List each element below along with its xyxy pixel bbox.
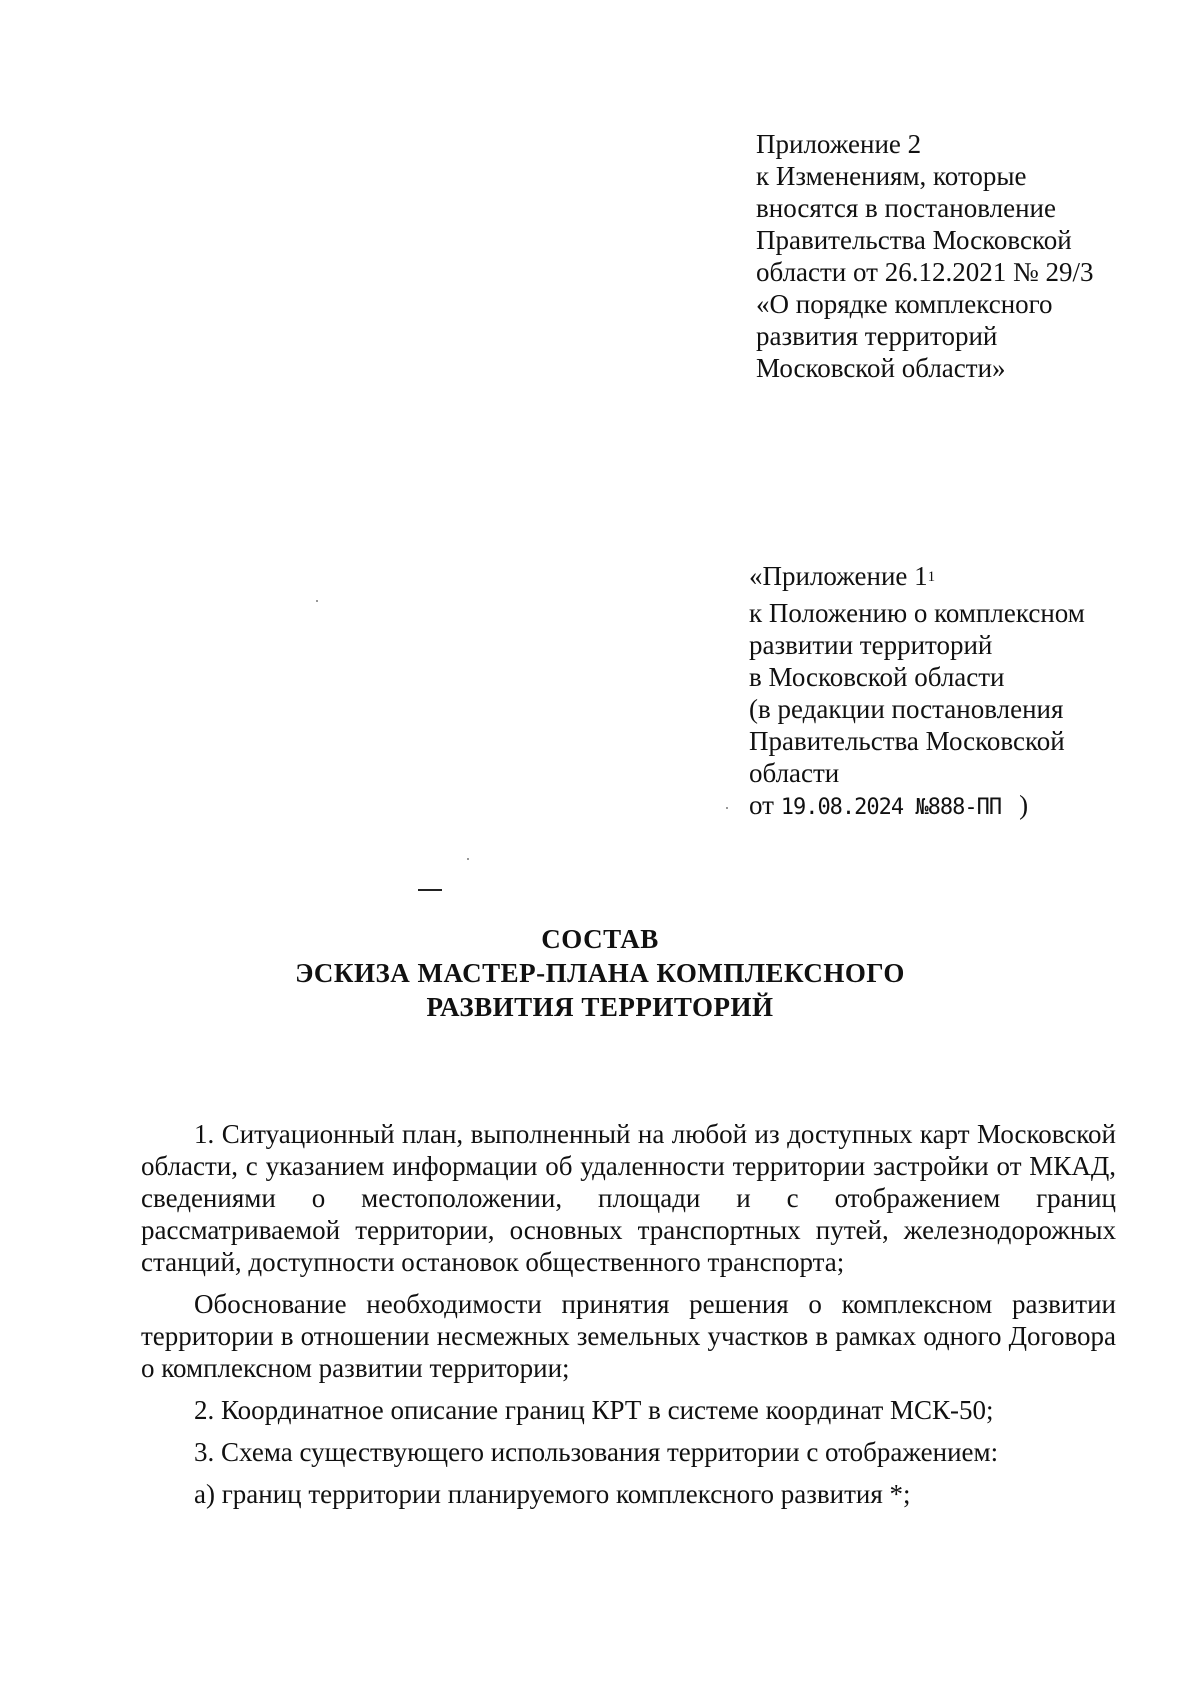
annex-sub-first-line [749,560,1085,597]
paragraph-justification: Обоснование необходимости принятия решения о комплексном развитии территории в отношении несмежных земельных участков в рамках одного Договора о комплексном развитии территории; [141,1289,1116,1383]
annex-sub-superscript: 1 [927,569,936,585]
annex-sub-line: к Положению о комплексном [749,598,1085,628]
annex-header-line: вносятся в постановление [756,193,1056,223]
paragraph-item-1: 1. Ситуационный план, выполненный на любой из доступных карт Московской области, с указанием информации об удаленности территории застройки от МКАД, сведениями о местоположении, площади и с отображением границ рассматриваемой территории, основных транспортных путей, железнодорожных станций, доступности остановок общественного транспорта; [141,1119,1116,1277]
annex-header-block [756,128,1093,384]
annex-sub-line: (в редакции постановления [749,694,1064,724]
paragraph-item-3: 3. Схема существующего использования территории с отображением: [194,1437,999,1467]
title-line: ЭСКИЗА МАСТЕР-ПЛАНА КОМПЛЕКСНОГО [295,958,905,988]
annex-sub-line: Правительства Московской [749,726,1065,756]
scan-speck [467,858,469,860]
annex-sub-line: в Московской области [749,662,1005,692]
document-body [141,1118,1116,1510]
annex-sub-title: «Приложение 1 [749,561,928,591]
scan-mark [418,889,442,891]
annex-sub-date-line [749,789,1085,824]
annex-sub-block [749,560,1085,824]
annex-header-line: Приложение 2 [756,129,922,159]
paragraph-item-2: 2. Координатное описание границ КРТ в системе координат МСК-50; [194,1395,994,1425]
annex-sub-line: области [749,758,840,788]
annex-header-line: «О порядке комплексного [756,289,1053,319]
annex-header-line: Правительства Московской [756,225,1072,255]
annex-header-line: области от 26.12.2021 № 29/3 [756,257,1094,287]
annex-sub-line: развитии территорий [749,630,993,660]
scan-speck [316,600,318,602]
scan-speck [726,807,728,809]
closing-paren: ) [1019,790,1029,820]
title-line: СОСТАВ [541,924,659,954]
paragraph-item-3a: а) границ территории планируемого комплексного развития *; [194,1479,911,1509]
document-title [0,922,1200,1024]
title-line: РАЗВИТИЯ ТЕРРИТОРИЙ [426,992,774,1022]
annex-header-line: к Изменениям, которые [756,161,1027,191]
date-number-stamp: 19.08.2024 №888-ПП [780,795,1002,820]
annex-header-line: развития территорий [756,321,998,351]
annex-header-line: Московской области» [756,353,1006,383]
date-prefix: от [749,790,774,820]
